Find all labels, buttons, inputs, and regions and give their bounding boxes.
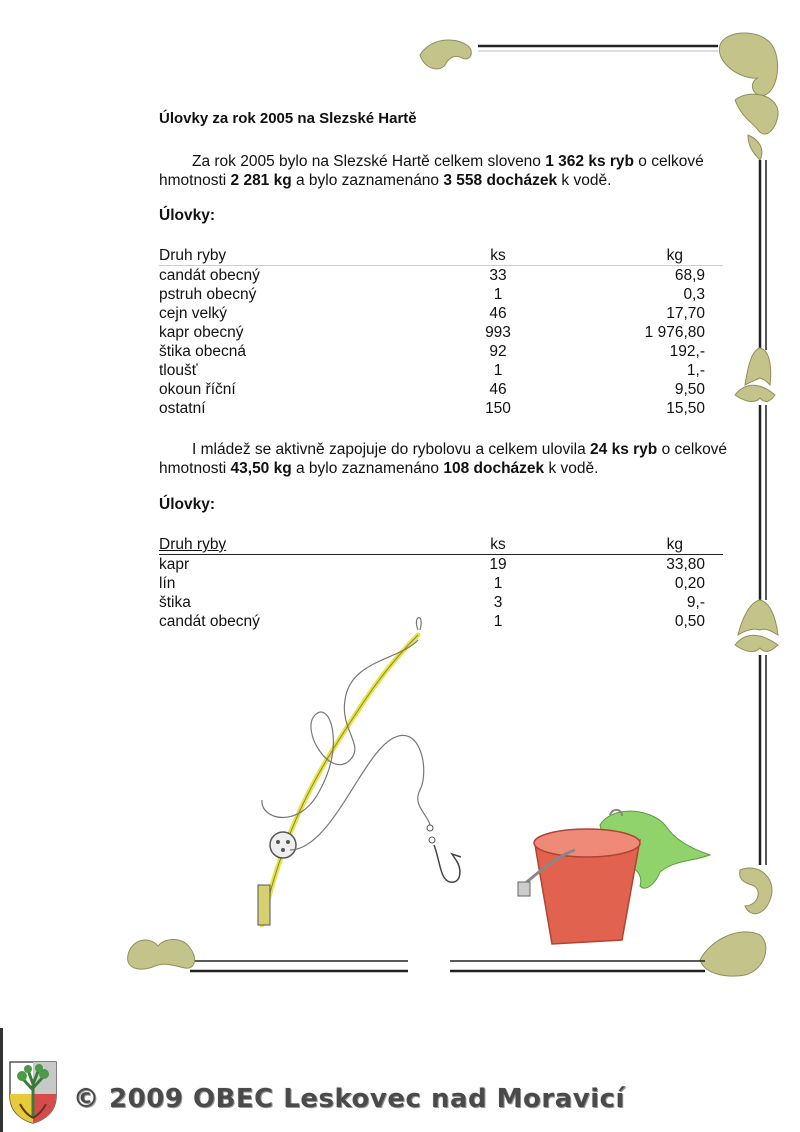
youth-text: I mládež se aktivně zapojuje do rybolovu a celkem ulovila xyxy=(192,441,591,458)
fish-name: kapr xyxy=(159,556,190,573)
fish-weight: 1,- xyxy=(686,362,705,379)
fish-name: pstruh obecný xyxy=(159,286,257,303)
fish-weight: 33,80 xyxy=(666,556,705,573)
summary-visits: 3 558 docházek xyxy=(443,172,558,189)
fish-weight: 0,3 xyxy=(683,286,705,303)
fishing-rod-drawing xyxy=(258,618,461,925)
column-header: Druh ryby xyxy=(159,536,227,553)
fish-name: cejn velký xyxy=(159,305,228,322)
fish-weight: 0,50 xyxy=(674,613,705,630)
fish-weight: 0,20 xyxy=(674,575,705,592)
column-header: kg xyxy=(666,536,683,553)
fish-count: 19 xyxy=(489,556,507,573)
fish-count: 46 xyxy=(489,381,507,398)
summary-text: Za rok 2005 bylo na Slezské Hartě celkem sloveno xyxy=(192,153,546,170)
fish-name: tloušť xyxy=(159,362,198,379)
fish-count: 1 xyxy=(493,362,503,379)
summary-text: k vodě. xyxy=(557,172,612,189)
fish-name: candát obecný xyxy=(159,267,260,284)
fish-weight: 68,9 xyxy=(674,267,705,284)
section-heading: Úlovky: xyxy=(159,207,215,224)
column-header: ks xyxy=(490,247,506,264)
table-row xyxy=(159,266,723,286)
fish-count: 150 xyxy=(485,400,511,417)
table-row xyxy=(159,574,723,593)
fish-weight: 9,- xyxy=(686,594,705,611)
fish-weight: 17,70 xyxy=(666,305,705,322)
footer-divider xyxy=(0,1028,3,1132)
bucket-with-fish-drawing xyxy=(518,810,710,944)
coat-of-arms-icon xyxy=(8,1060,58,1124)
copyright-text: © 2009 OBEC Leskovec nad Moravicí xyxy=(73,1084,625,1114)
fish-count: 1 xyxy=(493,286,503,303)
ornament-scroll xyxy=(719,33,778,160)
column-header: kg xyxy=(666,247,683,264)
ornament-scroll xyxy=(735,348,778,652)
table-header-row xyxy=(159,535,723,555)
section-heading: Úlovky: xyxy=(159,496,215,513)
table-row xyxy=(159,593,723,612)
table-row xyxy=(159,612,723,631)
column-header: ks xyxy=(490,536,506,553)
fish-weight: 15,50 xyxy=(666,400,705,417)
page-title: Úlovky za rok 2005 na Slezské Hartě xyxy=(159,110,417,127)
youth-paragraph xyxy=(159,440,739,478)
youth-weight: 43,50 kg xyxy=(230,460,292,477)
ornament-scroll xyxy=(700,868,772,976)
table-row xyxy=(159,399,723,418)
column-header: Druh ryby xyxy=(159,247,227,264)
fish-weight: 1 976,80 xyxy=(644,324,705,341)
youth-count: 24 ks ryb xyxy=(590,441,658,458)
summary-text: a bylo zaznamenáno xyxy=(291,172,444,189)
fish-name: ostatní xyxy=(159,400,206,417)
youth-text: o celkové hmotnosti xyxy=(159,441,728,477)
table-header-row xyxy=(159,246,723,266)
fish-count: 46 xyxy=(489,305,507,322)
fish-count: 92 xyxy=(489,343,507,360)
catch-table-adults xyxy=(159,246,723,418)
youth-text: k vodě. xyxy=(544,460,599,477)
table-row xyxy=(159,555,723,575)
fish-name: kapr obecný xyxy=(159,324,244,341)
fish-weight: 192,- xyxy=(669,343,705,360)
fish-count: 1 xyxy=(493,613,503,630)
ornament-scroll xyxy=(128,940,195,970)
table-row xyxy=(159,304,723,323)
summary-paragraph xyxy=(159,152,739,190)
youth-visits: 108 docházek xyxy=(443,460,545,477)
summary-text: o celkové hmotnosti xyxy=(159,153,704,189)
fish-count: 33 xyxy=(489,267,507,284)
summary-count: 1 362 ks ryb xyxy=(545,153,634,170)
table-row xyxy=(159,342,723,361)
table-row xyxy=(159,323,723,342)
fish-name: štika obecná xyxy=(159,343,247,360)
table-row xyxy=(159,380,723,399)
table-row xyxy=(159,285,723,304)
summary-weight: 2 281 kg xyxy=(230,172,292,189)
table-row xyxy=(159,361,723,380)
bottom-border xyxy=(190,961,705,971)
fish-name: okoun říční xyxy=(159,381,236,398)
page-footer xyxy=(0,1028,800,1132)
fish-name: lín xyxy=(159,575,176,592)
fish-name: candát obecný xyxy=(159,613,260,630)
fish-weight: 9,50 xyxy=(674,381,705,398)
top-border xyxy=(478,46,718,51)
fish-count: 993 xyxy=(485,324,511,341)
fish-count: 1 xyxy=(493,575,503,592)
right-border xyxy=(760,160,766,865)
ornament-scroll xyxy=(420,40,471,69)
fish-name: štika xyxy=(159,594,191,611)
youth-text: a bylo zaznamenáno xyxy=(291,460,444,477)
catch-table-youth xyxy=(159,535,723,631)
fish-count: 3 xyxy=(493,594,503,611)
